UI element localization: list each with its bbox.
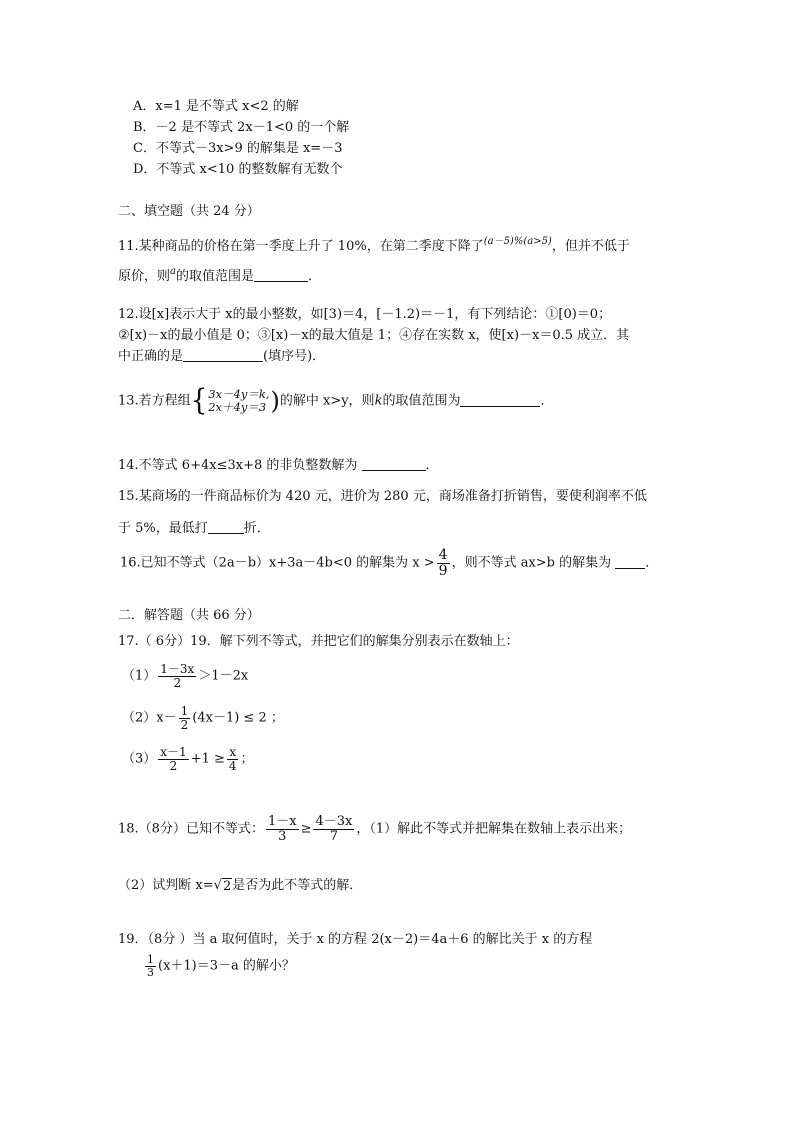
- q16-fraction-num: 4: [438, 547, 448, 563]
- q18-fraction2: [313, 815, 354, 843]
- q17-part2-label: （2）: [122, 710, 157, 726]
- q13-text-b: 的解中 x>y，则: [279, 393, 375, 409]
- q18-sqrt-radicand: 2: [222, 879, 232, 894]
- q12-line2: ②[x)－x的最小值是 0；③[x)－x的最大值是 1；④存在实数 x，使[x)－x＝0.5 成立．其: [118, 328, 630, 343]
- q15-line1: 15.某商场的一件商品标价为 420 元，进价为 280 元，商场准备打折销售，要使利润率不低: [118, 489, 647, 504]
- q13-end: ．: [540, 393, 554, 409]
- q15-answer-blank[interactable]: [208, 521, 244, 534]
- q16-fraction-den: 9: [438, 562, 448, 579]
- q15-text-a: 于 5%，最低打: [118, 521, 208, 536]
- option-c: C．不等式－3x>9 的解集是 x=－3: [133, 141, 343, 156]
- q11-text-d: 的取值范围是: [175, 269, 254, 284]
- q11-text-a: 11.某种商品的价格在第一季度上升了 10%，在第二季度下降了: [118, 239, 484, 254]
- q18-line1: [118, 815, 631, 843]
- option-a: A．x=1 是不等式 x<2 的解: [133, 99, 299, 114]
- q13-eq2: 2x＋4y＝3: [208, 400, 267, 414]
- option-d: D．不等式 x<10 的整数解有无数个: [133, 162, 343, 177]
- q14-line: [118, 458, 439, 474]
- q16-answer-blank[interactable]: [615, 556, 645, 569]
- q19-line2: [143, 954, 295, 978]
- q17-part2: [122, 705, 284, 731]
- q17-part3-fraction2: [227, 746, 239, 772]
- q14-answer-blank[interactable]: [362, 458, 426, 471]
- q18-text-a: 18.（8分）已知不等式：: [118, 821, 264, 837]
- q17-part1-fraction: [158, 663, 196, 689]
- q18-text-c: （2）试判断 x=: [118, 878, 214, 893]
- q17-part3-den2: 4: [228, 758, 237, 773]
- solve-section-header: 二．解答题（共 66 分）: [118, 608, 260, 623]
- q17-part1-rest: ＞1－2x: [198, 668, 249, 684]
- q18-den2: 7: [329, 828, 339, 844]
- q18-text-d: 是否为此不等式的解．: [232, 878, 363, 893]
- q13-text-a: 13.若方程组: [118, 393, 191, 409]
- q13-answer-blank[interactable]: [460, 394, 540, 407]
- q18-ge: ≥: [300, 821, 312, 837]
- q15-text-b: 折．: [243, 521, 270, 536]
- q17-part2-num: 1: [180, 704, 189, 718]
- q13-eq1: 3x－4y＝k,: [208, 387, 270, 402]
- q18-den1: 3: [278, 828, 287, 844]
- q17-part3-num1: x－1: [160, 745, 187, 759]
- q17-part1-label: （1）: [122, 668, 157, 684]
- q13-equation-system: { 3x－4y＝k, 2x＋4y＝3 ): [190, 384, 280, 418]
- q18-text-b: ，（1）解此不等式并把解集在数轴上表示出来；: [356, 821, 632, 837]
- q17-part3-end: ；: [240, 751, 254, 767]
- q19-text: (x＋1)＝3－a 的解小？: [158, 958, 295, 974]
- q11-expression: (a－5)%(a>5): [483, 236, 552, 247]
- q16-end: ．: [645, 555, 659, 571]
- q16-line: [120, 548, 658, 578]
- q12-line1: 12.设[x]表示大于 x的最小整数，如[3)＝4，[－1.2)＝－1，有下列结论：①[0)＝0；: [118, 307, 612, 322]
- q17-part3-mid: +1 ≥: [190, 751, 225, 767]
- option-b: B．－2 是不等式 2x－1<0 的一个解: [133, 120, 350, 135]
- q11-variable: a: [170, 266, 176, 277]
- q14-end: ．: [425, 458, 439, 473]
- q17-title: 17.（ 6分）19．解下列不等式，并把它们的解集分别表示在数轴上：: [118, 634, 519, 649]
- q19-den: 3: [147, 965, 154, 979]
- q11-text-b: ，但并不低于: [551, 239, 630, 254]
- q11-line2: [118, 266, 321, 285]
- q17-part3-num2: x: [229, 745, 237, 759]
- q11-line1: [118, 236, 630, 255]
- q17-part3-fraction1: [158, 746, 188, 772]
- q12-answer-blank[interactable]: [183, 349, 263, 362]
- q17-part3: [122, 746, 254, 772]
- q17-part2-pre: x－: [156, 710, 177, 726]
- q18-fraction1: [266, 815, 299, 843]
- q18-sqrt: √ 2: [213, 878, 232, 894]
- q11-answer-blank[interactable]: [254, 269, 308, 282]
- q19-fraction: [145, 954, 156, 978]
- q13-text-c: 的取值范围为: [382, 393, 461, 409]
- q12-text-b: (填序号)．: [263, 349, 326, 364]
- q13-line: [118, 384, 554, 418]
- q18-line2: [118, 878, 362, 895]
- q17-part2-den: 2: [180, 717, 189, 732]
- q12-text-a: 中正确的是: [118, 349, 184, 364]
- q17-part3-label: （3）: [122, 751, 157, 767]
- q16-text-a: 16.已知不等式（2a－b）x+3a－4b<0 的解集为 x >: [120, 555, 435, 571]
- q17-part3-den1: 2: [169, 758, 178, 773]
- q16-fraction: [437, 548, 450, 578]
- q17-part2-fraction: [179, 705, 191, 731]
- q17-part1-den: 2: [173, 675, 182, 690]
- q17-part1: [122, 663, 248, 689]
- q15-line2: [118, 521, 270, 537]
- q19-num: 1: [147, 953, 154, 966]
- q19-line1: 19．（8分 ）当 a 取何值时，关于 x 的方程 2(x－2)＝4a＋6 的解比关于 x 的方程: [118, 932, 593, 947]
- q17-part1-num: 1－3x: [160, 662, 195, 676]
- q18-num2: 4－3x: [315, 814, 353, 829]
- fill-section-header: 二、填空题（共 24 分）: [118, 204, 260, 219]
- q18-num1: 1－x: [267, 814, 297, 829]
- q17-part2-rest: (4x－1) ≤ 2 ；: [192, 710, 284, 726]
- q16-text-b: ，则不等式 ax>b 的解集为: [451, 555, 612, 571]
- q13-variable: k: [374, 393, 383, 409]
- q14-text: 14.不等式 6+4x≤3x+8 的非负整数解为: [118, 458, 358, 473]
- q12-line3: [118, 349, 325, 365]
- q11-end: ．: [308, 269, 322, 284]
- q11-text-c: 原价，则: [118, 269, 171, 284]
